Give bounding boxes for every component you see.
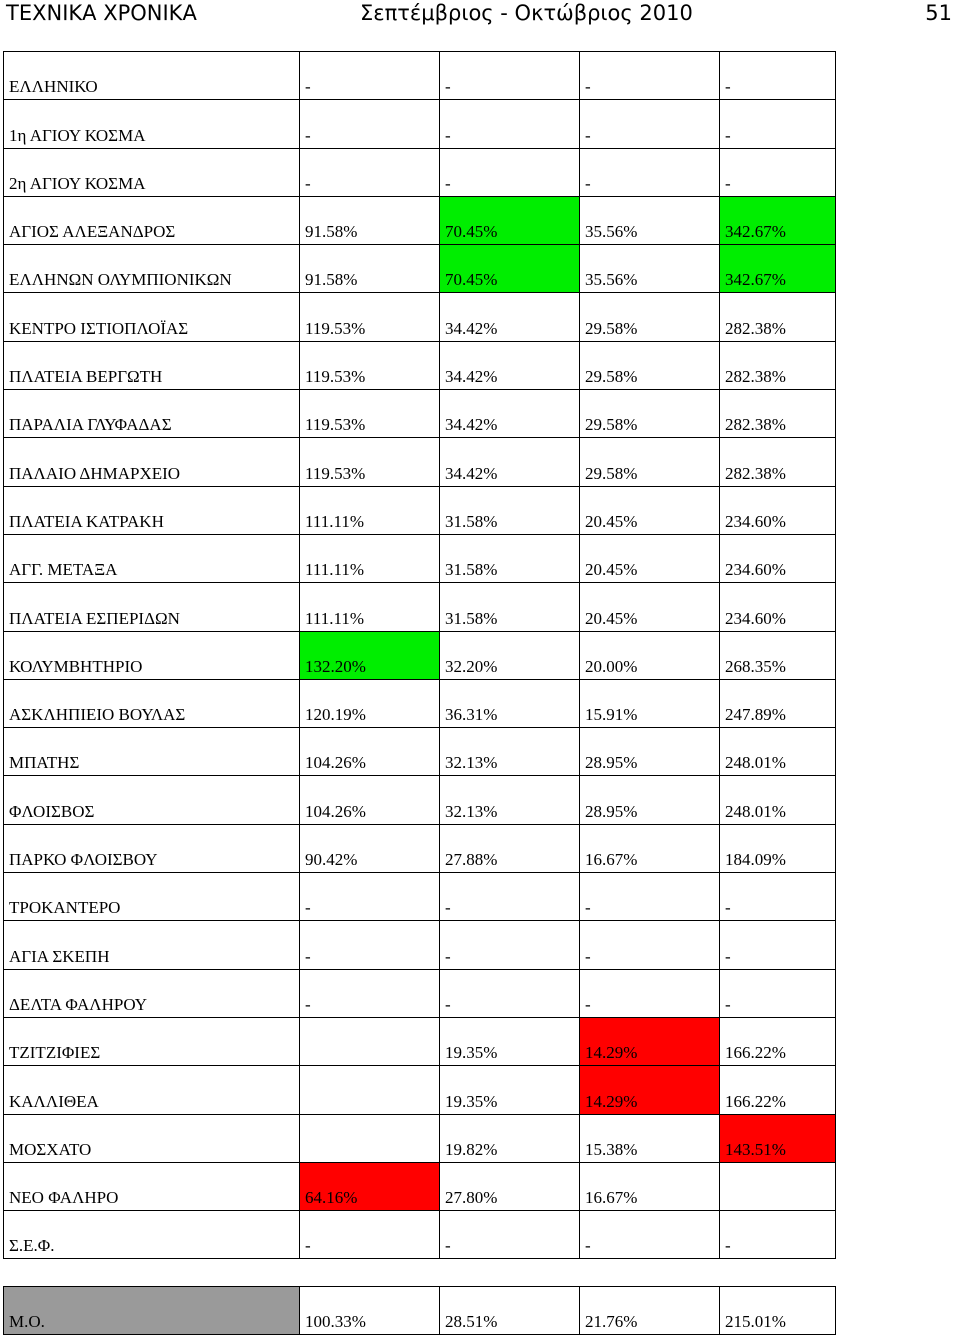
value-cell: 342.67%: [720, 196, 836, 244]
table-row: [4, 631, 836, 679]
location-name: ΠΛΑΤΕΙΑ ΒΕΡΓΩΤΗ: [4, 341, 300, 389]
table-row: [4, 341, 836, 389]
location-name: ΝΕΟ ΦΑΛΗΡΟ: [4, 1162, 300, 1210]
page-header: [0, 0, 960, 30]
value-cell: 32.13%: [440, 728, 580, 776]
value-cell: 119.53%: [300, 390, 440, 438]
issue-date: Σεπτέμβριος - Οκτώβριος 2010: [360, 1, 693, 25]
value-cell: 91.58%: [300, 245, 440, 293]
value-cell: 234.60%: [720, 534, 836, 582]
value-cell: 34.42%: [440, 438, 580, 486]
table-row: [4, 293, 836, 341]
location-name: ΤΖΙΤΖΙΦΙΕΣ: [4, 1017, 300, 1065]
value-cell: [300, 1066, 440, 1114]
location-name: ΜΠΑΤΗΣ: [4, 728, 300, 776]
value-cell: -: [580, 148, 720, 196]
value-cell: 19.82%: [440, 1114, 580, 1162]
location-name: ΠΑΡΑΛΙΑ ΓΛΥΦΑΔΑΣ: [4, 390, 300, 438]
location-name: Σ.Ε.Φ.: [4, 1211, 300, 1259]
value-cell: -: [440, 921, 580, 969]
average-cell: 215.01%: [720, 1287, 836, 1335]
value-cell: -: [720, 873, 836, 921]
table-row: [4, 1211, 836, 1259]
table-row: [4, 873, 836, 921]
table-row: [4, 52, 836, 100]
value-cell: 70.45%: [440, 196, 580, 244]
value-cell: 29.58%: [580, 390, 720, 438]
value-cell: -: [720, 1211, 836, 1259]
location-name: ΚΕΝΤΡΟ ΙΣΤΙΟΠΛΟΪΑΣ: [4, 293, 300, 341]
table-row: [4, 1066, 836, 1114]
average-cell: 21.76%: [580, 1287, 720, 1335]
location-name: ΑΣΚΛΗΠΙΕΙΟ ΒΟΥΛΑΣ: [4, 679, 300, 727]
table-row: [4, 583, 836, 631]
average-cell: 28.51%: [440, 1287, 580, 1335]
value-cell: -: [440, 969, 580, 1017]
value-cell: -: [440, 1211, 580, 1259]
value-cell: [300, 1114, 440, 1162]
table-row: [4, 728, 836, 776]
table-row: [4, 148, 836, 196]
value-cell: -: [580, 1211, 720, 1259]
value-cell: 184.09%: [720, 824, 836, 872]
value-cell: -: [720, 921, 836, 969]
value-cell: -: [720, 100, 836, 148]
location-name: 1η ΑΓΙΟΥ ΚΟΣΜΑ: [4, 100, 300, 148]
value-cell: -: [440, 148, 580, 196]
value-cell: -: [720, 148, 836, 196]
value-cell: 342.67%: [720, 245, 836, 293]
value-cell: 35.56%: [580, 196, 720, 244]
table-row: [4, 196, 836, 244]
table-row: [4, 824, 836, 872]
page-number: 51: [925, 1, 952, 25]
value-cell: -: [300, 1211, 440, 1259]
value-cell: 90.42%: [300, 824, 440, 872]
table-row: [4, 100, 836, 148]
value-cell: 34.42%: [440, 390, 580, 438]
location-name: ΠΑΡΚΟ ΦΛΟΙΣΒΟΥ: [4, 824, 300, 872]
value-cell: 31.58%: [440, 583, 580, 631]
value-cell: 31.58%: [440, 486, 580, 534]
value-cell: 119.53%: [300, 438, 440, 486]
location-name: ΠΛΑΤΕΙΑ ΚΑΤΡΑΚΗ: [4, 486, 300, 534]
value-cell: 27.80%: [440, 1162, 580, 1210]
value-cell: 16.67%: [580, 824, 720, 872]
value-cell: -: [300, 921, 440, 969]
table-row: [4, 438, 836, 486]
table-row: [4, 534, 836, 582]
table-row: [4, 1017, 836, 1065]
value-cell: -: [300, 52, 440, 100]
value-cell: 91.58%: [300, 196, 440, 244]
location-name: ΤΡΟΚΑΝΤΕΡΟ: [4, 873, 300, 921]
location-name: ΕΛΛΗΝΩΝ ΟΛΥΜΠΙΟΝΙΚΩΝ: [4, 245, 300, 293]
average-table: [3, 1286, 836, 1335]
results-table: [3, 51, 836, 1259]
value-cell: 132.20%: [300, 631, 440, 679]
value-cell: 14.29%: [580, 1066, 720, 1114]
location-name: ΠΑΛΑΙΟ ΔΗΜΑΡΧΕΙΟ: [4, 438, 300, 486]
location-name: ΑΓΙΑ ΣΚΕΠΗ: [4, 921, 300, 969]
table-row: [4, 1162, 836, 1210]
value-cell: 32.13%: [440, 776, 580, 824]
table-row: [4, 679, 836, 727]
average-cell: 100.33%: [300, 1287, 440, 1335]
value-cell: 248.01%: [720, 776, 836, 824]
value-cell: -: [300, 100, 440, 148]
value-cell: 28.95%: [580, 776, 720, 824]
value-cell: 15.91%: [580, 679, 720, 727]
location-name: ΜΟΣΧΑΤΟ: [4, 1114, 300, 1162]
value-cell: 34.42%: [440, 293, 580, 341]
location-name: ΔΕΛΤΑ ΦΑΛΗΡΟΥ: [4, 969, 300, 1017]
location-name: 2η ΑΓΙΟΥ ΚΟΣΜΑ: [4, 148, 300, 196]
value-cell: -: [580, 52, 720, 100]
value-cell: 104.26%: [300, 776, 440, 824]
value-cell: 268.35%: [720, 631, 836, 679]
value-cell: 20.00%: [580, 631, 720, 679]
value-cell: 64.16%: [300, 1162, 440, 1210]
table-row: [4, 390, 836, 438]
location-name: ΑΓΙΟΣ ΑΛΕΞΑΝΔΡΟΣ: [4, 196, 300, 244]
value-cell: -: [580, 969, 720, 1017]
value-cell: 248.01%: [720, 728, 836, 776]
value-cell: 111.11%: [300, 486, 440, 534]
value-cell: 234.60%: [720, 583, 836, 631]
value-cell: 111.11%: [300, 583, 440, 631]
value-cell: -: [300, 873, 440, 921]
value-cell: -: [720, 52, 836, 100]
value-cell: 34.42%: [440, 341, 580, 389]
value-cell: 19.35%: [440, 1066, 580, 1114]
table-row: [4, 486, 836, 534]
value-cell: 104.26%: [300, 728, 440, 776]
value-cell: 16.67%: [580, 1162, 720, 1210]
value-cell: 28.95%: [580, 728, 720, 776]
value-cell: [720, 1162, 836, 1210]
value-cell: -: [720, 969, 836, 1017]
value-cell: 31.58%: [440, 534, 580, 582]
value-cell: 166.22%: [720, 1066, 836, 1114]
value-cell: 14.29%: [580, 1017, 720, 1065]
value-cell: 29.58%: [580, 341, 720, 389]
location-name: ΠΛΑΤΕΙΑ ΕΣΠΕΡΙΔΩΝ: [4, 583, 300, 631]
value-cell: -: [440, 100, 580, 148]
value-cell: 70.45%: [440, 245, 580, 293]
journal-title: ΤΕΧΝΙΚΑ ΧΡΟΝΙΚΑ: [6, 1, 197, 25]
value-cell: -: [440, 873, 580, 921]
results-table-body: [4, 52, 836, 1259]
location-name: ΚΑΛΛΙΘΕΑ: [4, 1066, 300, 1114]
value-cell: 143.51%: [720, 1114, 836, 1162]
value-cell: 20.45%: [580, 486, 720, 534]
value-cell: 282.38%: [720, 390, 836, 438]
table-row: [4, 776, 836, 824]
location-name: ΑΓΓ. ΜΕΤΑΞΑ: [4, 534, 300, 582]
value-cell: -: [300, 969, 440, 1017]
table-row: [4, 969, 836, 1017]
value-cell: 119.53%: [300, 341, 440, 389]
table-row: [4, 1114, 836, 1162]
value-cell: 120.19%: [300, 679, 440, 727]
value-cell: -: [580, 921, 720, 969]
value-cell: 32.20%: [440, 631, 580, 679]
location-name: ΕΛΛΗΝΙΚΟ: [4, 52, 300, 100]
value-cell: -: [300, 148, 440, 196]
location-name: ΦΛΟΙΣΒΟΣ: [4, 776, 300, 824]
value-cell: 282.38%: [720, 293, 836, 341]
value-cell: 15.38%: [580, 1114, 720, 1162]
value-cell: 20.45%: [580, 534, 720, 582]
value-cell: 119.53%: [300, 293, 440, 341]
value-cell: 36.31%: [440, 679, 580, 727]
value-cell: 29.58%: [580, 293, 720, 341]
table-row: [4, 245, 836, 293]
value-cell: 29.58%: [580, 438, 720, 486]
value-cell: 282.38%: [720, 438, 836, 486]
location-name: ΚΟΛΥΜΒΗΤΗΡΙΟ: [4, 631, 300, 679]
value-cell: -: [580, 100, 720, 148]
value-cell: 35.56%: [580, 245, 720, 293]
value-cell: 247.89%: [720, 679, 836, 727]
value-cell: 19.35%: [440, 1017, 580, 1065]
average-row: [4, 1287, 836, 1335]
value-cell: -: [440, 52, 580, 100]
value-cell: -: [580, 873, 720, 921]
value-cell: [300, 1017, 440, 1065]
value-cell: 282.38%: [720, 341, 836, 389]
average-label: Μ.Ο.: [4, 1287, 300, 1335]
value-cell: 27.88%: [440, 824, 580, 872]
value-cell: 234.60%: [720, 486, 836, 534]
value-cell: 20.45%: [580, 583, 720, 631]
table-row: [4, 921, 836, 969]
value-cell: 111.11%: [300, 534, 440, 582]
value-cell: 166.22%: [720, 1017, 836, 1065]
